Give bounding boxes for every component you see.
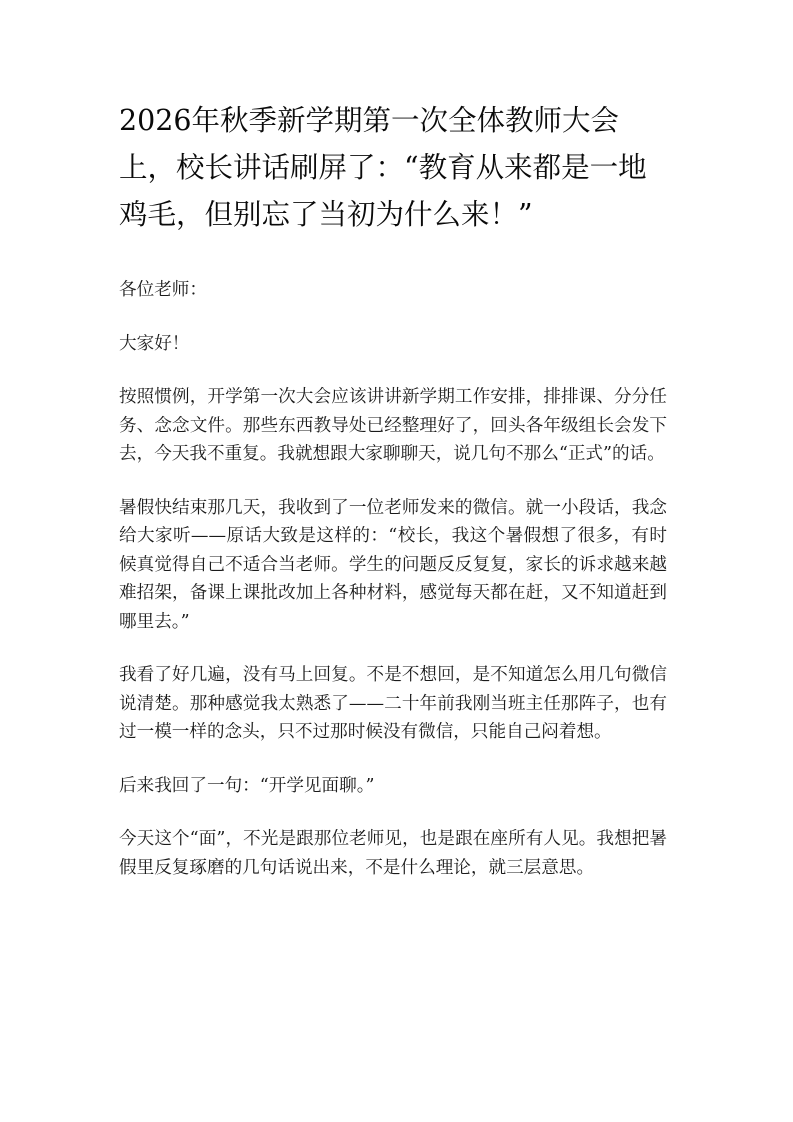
paragraph-salutation: 各位老师：	[119, 280, 207, 300]
paragraph: 后来我回了一句：“开学见面聊。”	[119, 775, 375, 796]
paragraph: 今天这个“面”，不光是跟那位老师见，也是跟在座所有人见。我想把暑假里反复琢磨的几句话说出来，不是什么理论，就三层意思。	[119, 829, 667, 878]
paragraph: 按照惯例，开学第一次大会应该讲讲新学期工作安排，排排课、分分任务、念念文件。那些东西教导处已经整理好了，回头各年级组长会发下去，今天我不重复。我就想跟大家聊聊天，说几句不那么“正式”的话。	[119, 387, 667, 464]
document-body	[119, 276, 667, 907]
document-title: 2026年秋季新学期第一次全体教师大会上，校长讲话刷屏了：“教育从来都是一地鸡毛，但别忘了当初为什么来！”	[119, 104, 647, 231]
paragraph-greeting: 大家好！	[119, 333, 190, 354]
paragraph: 我看了好几遍，没有马上回复。不是不想回，是不知道怎么用几句微信说清楚。那种感觉我太熟悉了——二十年前我刚当班主任那阵子，也有过一模一样的念头，只不过那时候没有微信，只能自己闷着想。	[119, 665, 667, 742]
paragraph: 暑假快结束那几天，我收到了一位老师发来的微信。就一小段话，我念给大家听——原话大致是这样的：“校长，我这个暑假想了很多，有时候真觉得自己不适合当老师。学生的问题反反复复，家长的诉求越来越难招架，备课上课批改加上各种材料，感觉每天都在赶，又不知道赶到哪里去。”	[119, 497, 667, 632]
